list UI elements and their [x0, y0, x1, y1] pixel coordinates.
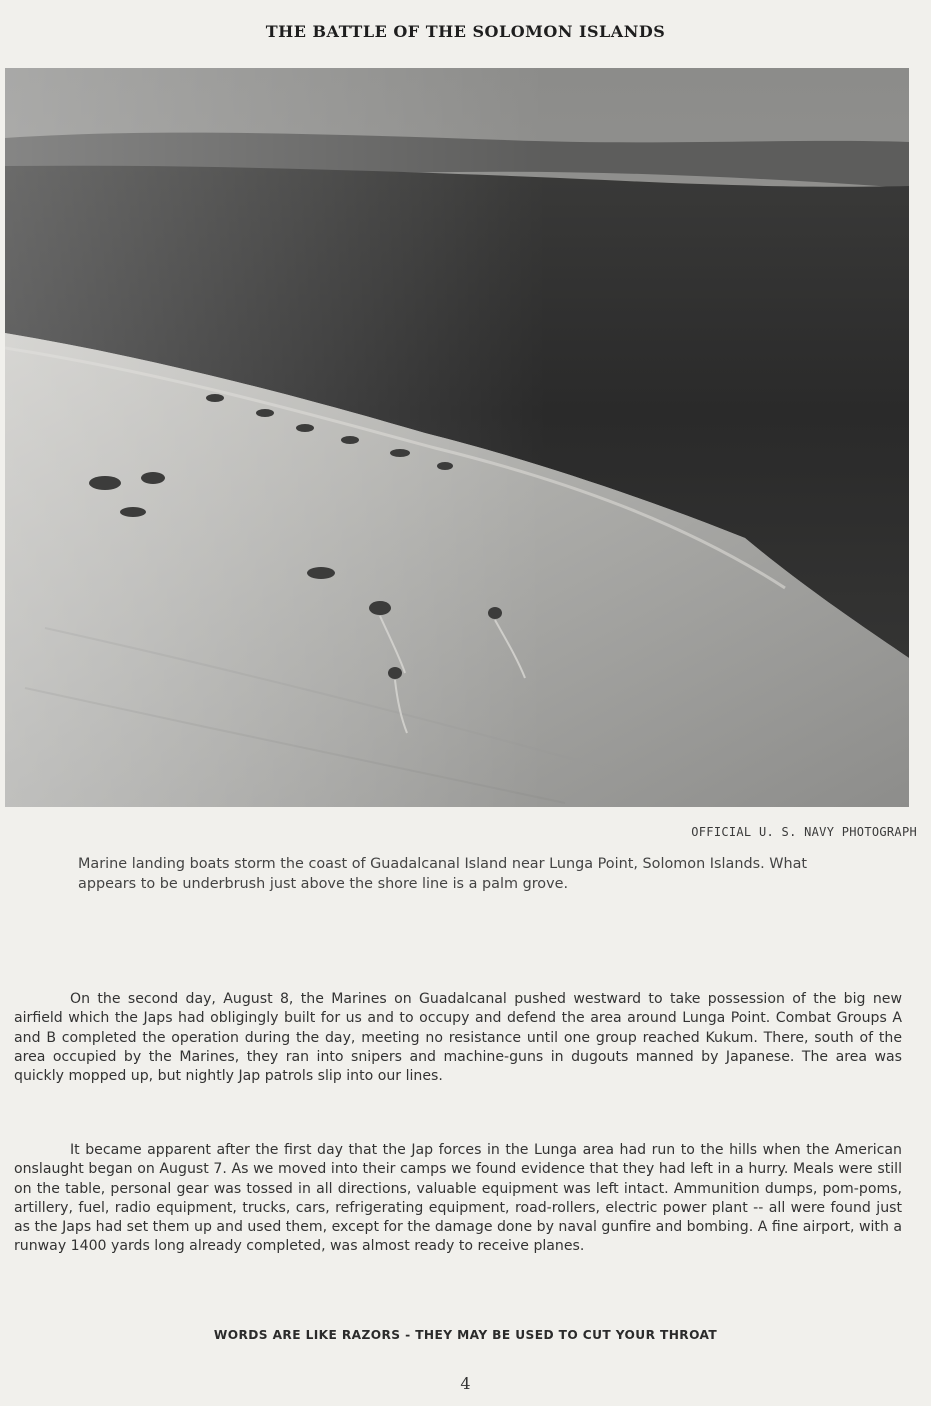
page-title: THE BATTLE OF THE SOLOMON ISLANDS [265, 22, 666, 41]
navy-photograph [5, 68, 909, 807]
photo-caption: Marine landing boats storm the coast of Guadalcanal Island near Lunga Point, Solomon Islands. What appears to be underbrush just above the shore line is a palm grove. [78, 856, 808, 892]
photo-credit: OFFICIAL U. S. NAVY PHOTOGRAPH [691, 825, 917, 839]
security-slogan: WORDS ARE LIKE RAZORS - THEY MAY BE USED TO CUT YOUR THROAT [213, 1328, 718, 1342]
body-paragraph: It became apparent after the first day that the Jap forces in the Lunga area had run to the hills when the American onslaught began on August 7. As we moved into their camps we found evidence that they had left in a hurry. Meals were still on the table, personal gear was tossed in all directions, valuable equipment was left intact. Ammunition dumps, pom-poms, artillery, fuel, radio equipment, trucks, cars, refrigerating equipment, road-rollers, electric power plant -- all were found just as the Japs had set them up and used them, except for the damage done by naval gunfire and bombing. A fine airport, with a runway 1400 yards long already completed, was almost ready to receive planes. [14, 1142, 902, 1255]
page-number: 4 [460, 1374, 471, 1393]
body-paragraph: On the second day, August 8, the Marines on Guadalcanal pushed westward to take possession of the big new airfield which the Japs had obligingly built for us and to occupy and defend the area around Lunga Point. Combat Groups A and B completed the operation during the day, meeting no resistance until one group reached Kukum. There, south of the area occupied by the Marines, they ran into snipers and machine-guns in dugouts manned by Japanese. The area was quickly mopped up, but nightly Jap patrols slip into our lines. [14, 991, 902, 1085]
